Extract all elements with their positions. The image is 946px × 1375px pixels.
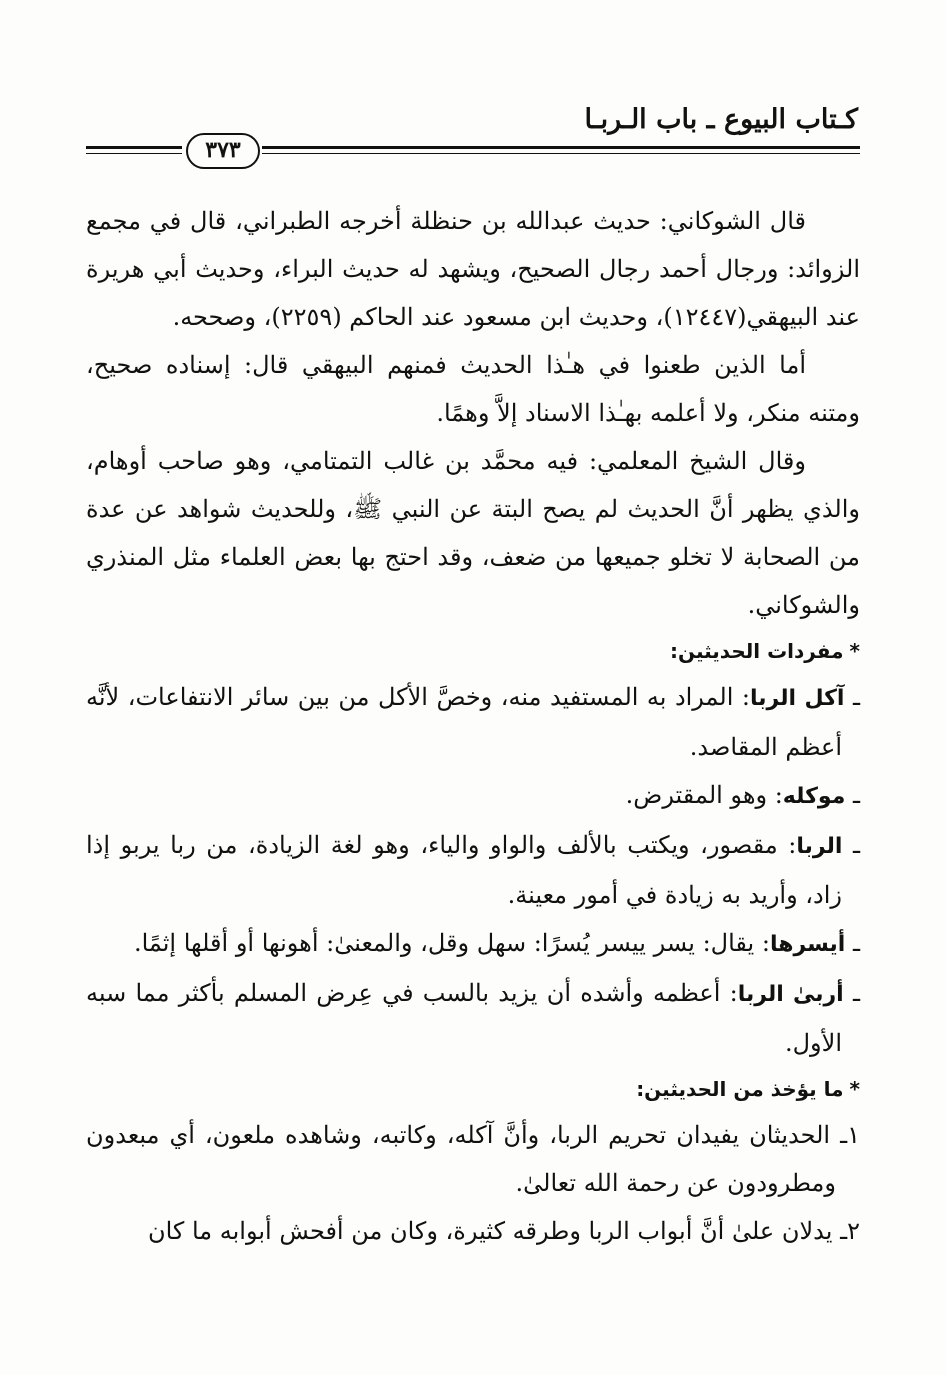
vocab-definition: : مقصور، ويكتب بالألف والواو والياء، وهو لغة الزيادة، من ربا يربو إذا زاد، وأريد به زيادة في أمور معينة. bbox=[86, 831, 842, 909]
lesson-item bbox=[86, 1207, 860, 1255]
vocab-item bbox=[86, 969, 860, 1067]
lesson-text: يدلان علىٰ أنَّ أبواب الربا وطرقه كثيرة، وكان من أفحش أبوابه ما كان bbox=[147, 1217, 833, 1245]
item-dash: ـ bbox=[852, 683, 860, 711]
item-dash: ـ bbox=[852, 929, 860, 957]
paragraph-shawkani: قال الشوكاني: حديث عبدالله بن حنظلة أخرجه الطبراني، قال في مجمع الزوائد: ورجال أحمد رجال الصحيح، ويشهد له حديث البراء، وحديث أبي هريرة عند البيهقي(١٢٤٤٧)، وحديث ابن مسعود عند الحاكم (٢٢٥٩)، وصححه. bbox=[86, 207, 860, 331]
item-dash: ـ bbox=[852, 831, 860, 859]
paragraph-muallimi: وقال الشيخ المعلمي: فيه محمَّد بن غالب التمتامي، وهو صاحب أوهام، والذي يظهر أنَّ الحديث لم يصح البتة عن النبي ﷺ، وللحديث شواهد عن عدة من الصحابة لا تخلو جميعها من ضعف، وقد احتج بها بعض العلماء مثل المنذري والشوكاني. bbox=[86, 447, 860, 619]
vocab-term: موكله bbox=[782, 784, 846, 809]
vocab-item bbox=[86, 919, 860, 969]
running-title: كـتاب البيوع ـ باب الـربـا bbox=[584, 104, 858, 135]
lesson-number: ٢ـ bbox=[840, 1217, 860, 1245]
paragraph-critics: أما الذين طعنوا في هـٰذا الحديث فمنهم البيهقي قال: إسناده صحيح، ومتنه منكر، ولا أعلمه بهـٰذا الاسناد إلاَّ وهمًا. bbox=[86, 351, 860, 427]
vocab-term: آكل الربا bbox=[749, 686, 845, 711]
vocab-term: أربىٰ الربا bbox=[737, 982, 844, 1007]
vocab-definition: : المراد به المستفيد منه، وخصَّ الأكل من بين سائر الانتفاعات، لأنَّه أعظم المقاصد. bbox=[86, 683, 842, 761]
lesson-number: ١ـ bbox=[840, 1121, 860, 1149]
item-dash: ـ bbox=[852, 979, 860, 1007]
section-heading-lessons-text: ما يؤخذ من الحديثين: bbox=[636, 1077, 844, 1101]
section-heading-vocabulary bbox=[86, 629, 860, 673]
asterisk-icon: * bbox=[849, 639, 860, 663]
section-heading-vocabulary-text: مفردات الحديثين: bbox=[669, 639, 844, 663]
page-body bbox=[86, 197, 860, 1255]
vocab-definition: : يقال: يسر ييسر يُسرًا: سهل وقل، والمعنىٰ: أهونها أو أقلها إثمًا. bbox=[133, 929, 770, 957]
vocab-definition: : أعظمه وأشده أن يزيد بالسب في عِرض المسلم بأكثر مما سبه الأول. bbox=[86, 979, 842, 1057]
vocab-item bbox=[86, 821, 860, 919]
header-rule-right-thin bbox=[262, 153, 860, 154]
header-rule-left-thin bbox=[86, 153, 182, 154]
asterisk-icon: * bbox=[849, 1077, 860, 1101]
item-dash: ـ bbox=[852, 781, 860, 809]
header-rule-left-thick bbox=[86, 146, 182, 149]
vocab-definition: : وهو المقترض. bbox=[625, 781, 783, 809]
vocab-term: الربا bbox=[796, 834, 843, 859]
lesson-item bbox=[86, 1111, 860, 1207]
header-rule-right-thick bbox=[262, 146, 860, 149]
vocab-item bbox=[86, 771, 860, 821]
lesson-text: الحديثان يفيدان تحريم الربا، وأنَّ آكله، وكاتبه، وشاهده ملعون، أي مبعدون ومطرودون عن رحمة الله تعالىٰ. bbox=[86, 1121, 836, 1197]
vocab-term: أيسرها bbox=[769, 932, 846, 957]
section-heading-lessons bbox=[86, 1067, 860, 1111]
page-number: ٣٧٣ bbox=[186, 133, 260, 169]
vocab-item bbox=[86, 673, 860, 771]
